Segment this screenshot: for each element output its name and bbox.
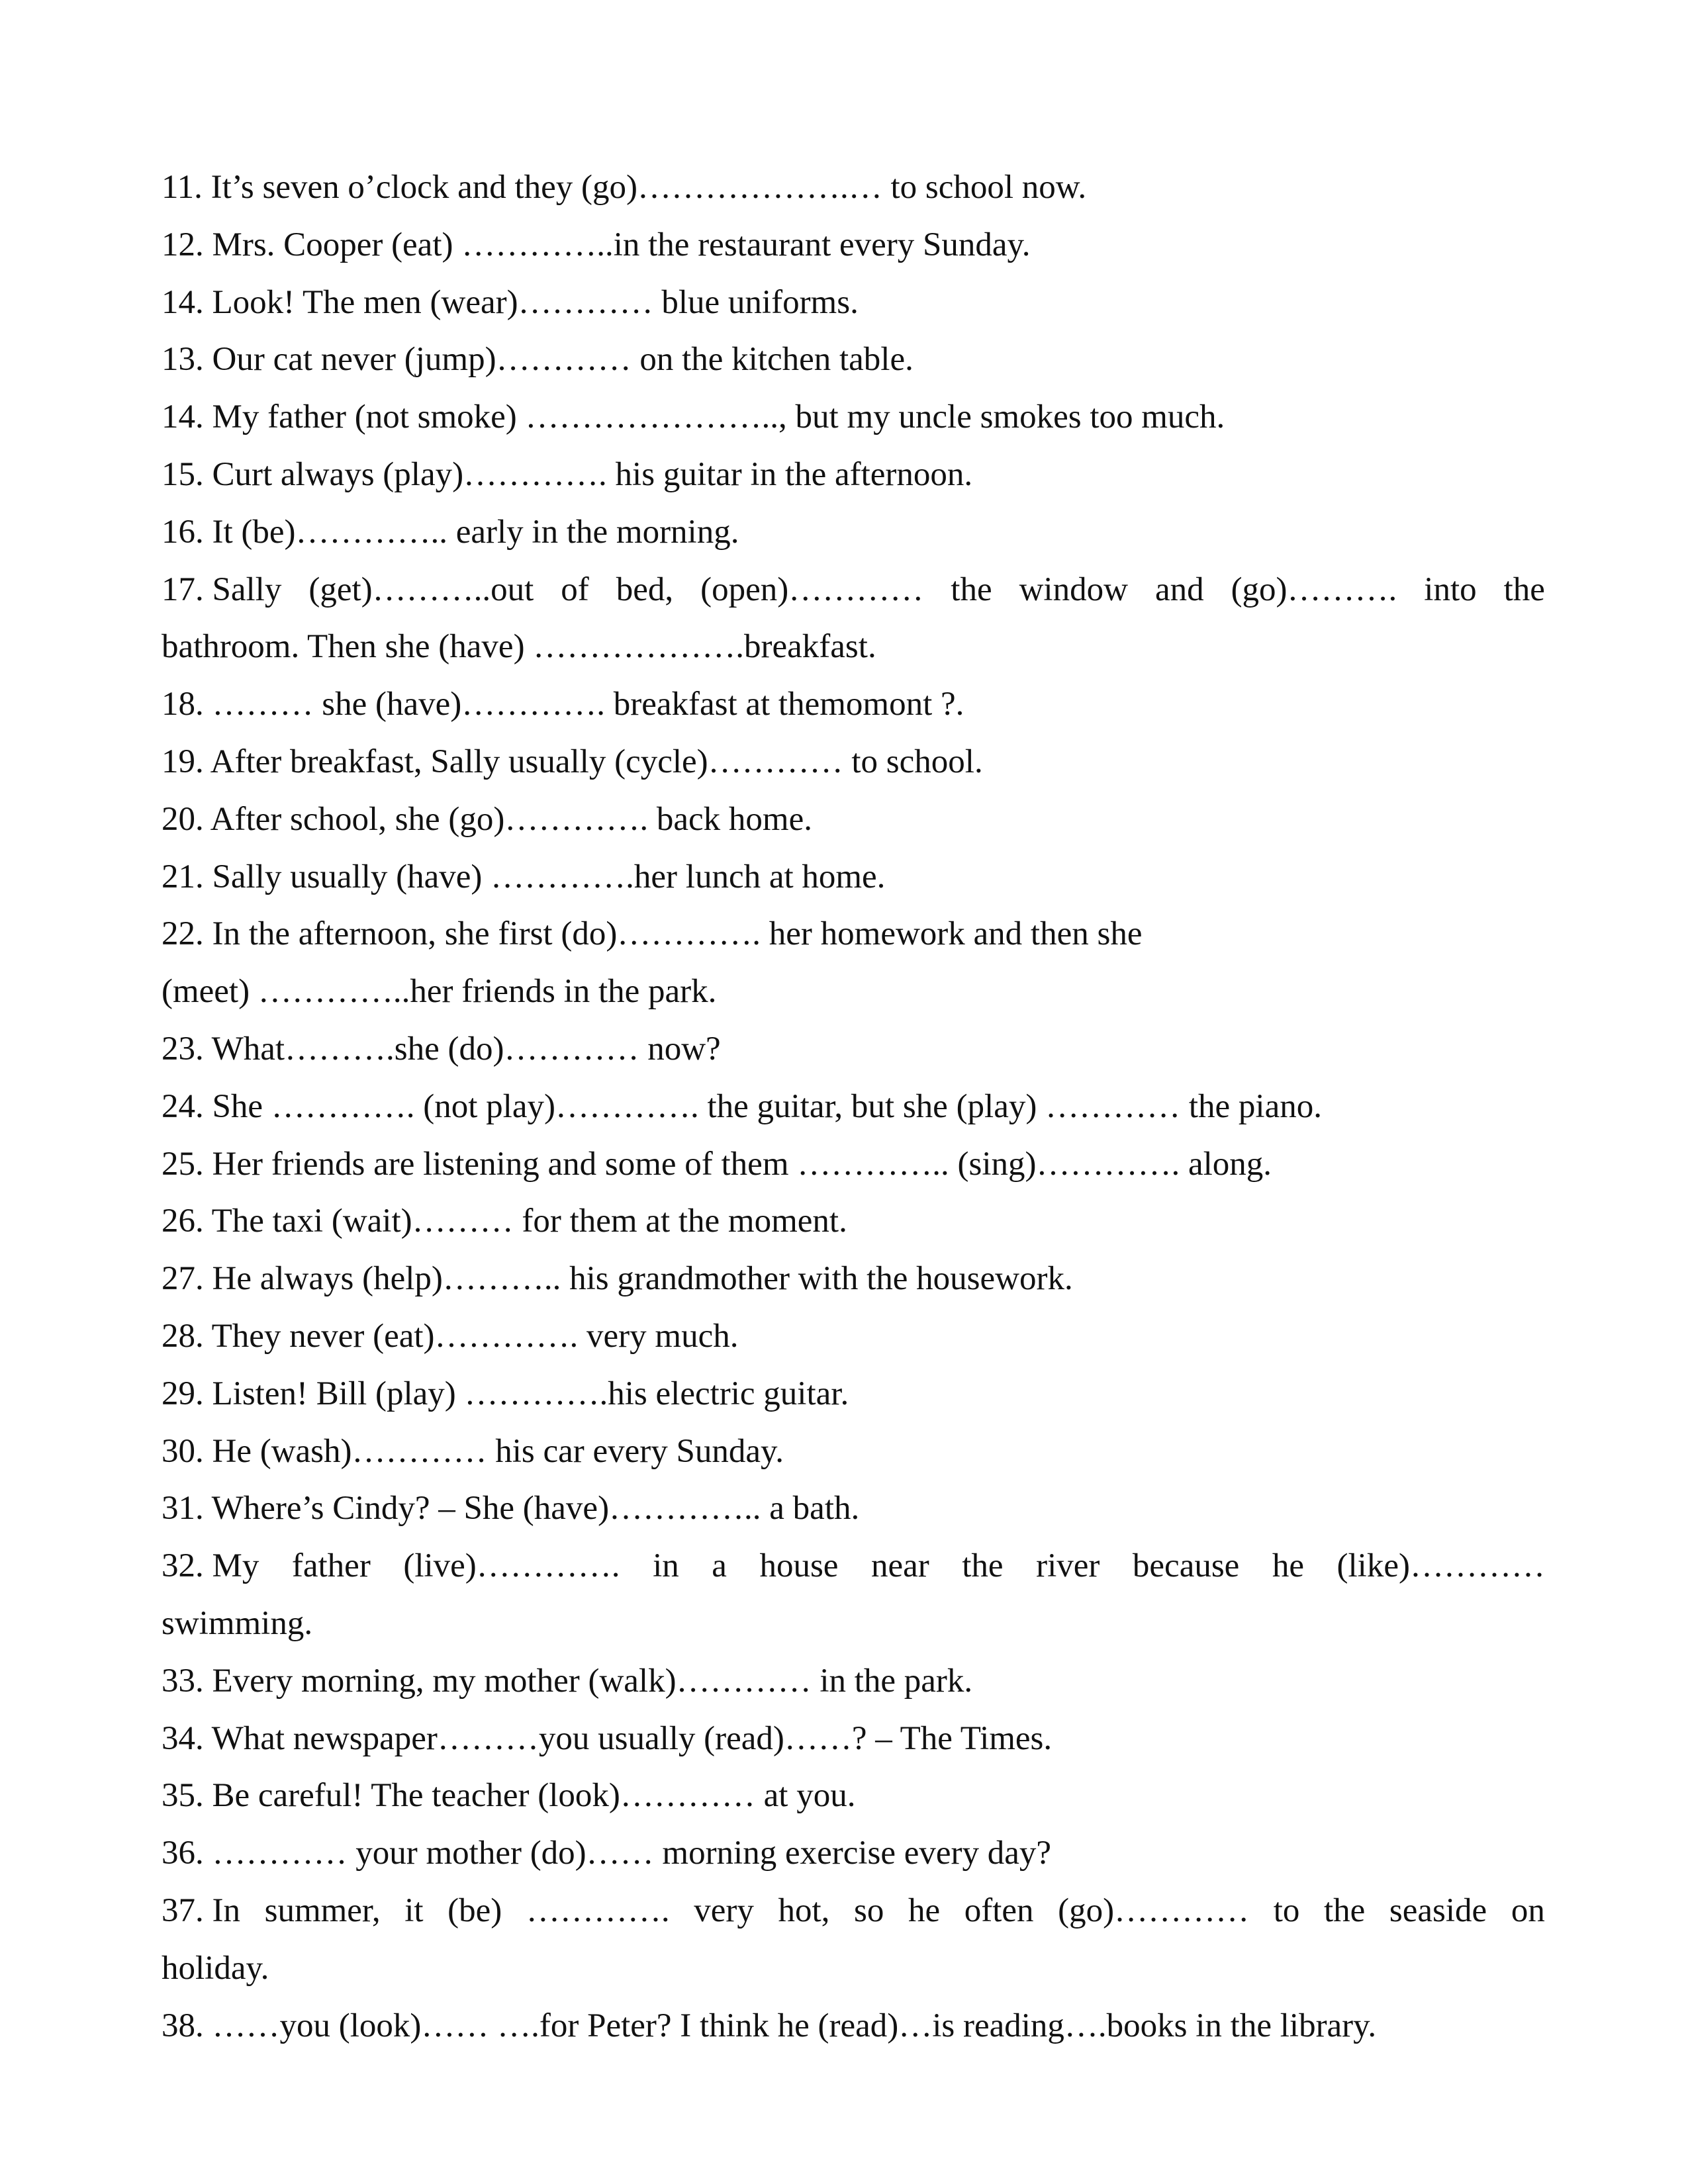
word: very xyxy=(694,1891,754,1929)
word: because xyxy=(1132,1547,1240,1585)
word: (go)………… xyxy=(1058,1891,1250,1929)
exercise-line-34: 34. What newspaper………you usually (read)……? – The Times. xyxy=(162,1719,1053,1757)
exercise-line-15: 15. Curt always (play)…………. his guitar in the afternoon. xyxy=(162,455,973,493)
word: into xyxy=(1424,570,1477,608)
word: (like)………… xyxy=(1336,1547,1545,1585)
word: (get)………..out xyxy=(308,570,534,608)
word: 32. My xyxy=(162,1547,259,1585)
word: (live)…………. xyxy=(403,1547,620,1585)
exercise-line-37-cont: holiday. xyxy=(162,1949,269,1987)
word: a xyxy=(712,1547,727,1585)
exercise-line-14a: 14. Look! The men (wear)………… blue uniforms. xyxy=(162,283,859,321)
exercise-line-36: 36. ………… your mother (do)…… morning exercise every day? xyxy=(162,1835,1052,1872)
exercise-line-17 xyxy=(162,561,1545,619)
word: the xyxy=(951,570,992,608)
word: the xyxy=(1503,570,1545,608)
word: often xyxy=(964,1891,1034,1929)
exercise-line-12: 12. Mrs. Cooper (eat) …………..in the restaurant every Sunday. xyxy=(162,226,1031,263)
word: it xyxy=(404,1891,424,1929)
exercise-line-28: 28. They never (eat)…………. very much. xyxy=(162,1317,739,1355)
word: the xyxy=(1324,1891,1366,1929)
exercise-line-21: 21. Sally usually (have) ………….her lunch at home. xyxy=(162,858,886,895)
word: so xyxy=(854,1891,884,1929)
word: in xyxy=(653,1547,679,1585)
exercise-line-14b: 14. My father (not smoke) ………………….., but my uncle smokes too much. xyxy=(162,398,1225,436)
word: 17. Sally xyxy=(162,570,282,608)
exercise-line-23: 23. What……….she (do)………… now? xyxy=(162,1030,721,1068)
exercise-line-17-cont: bathroom. Then she (have) ……………….breakfast. xyxy=(162,628,876,666)
word: 37. In xyxy=(162,1891,240,1929)
word: to xyxy=(1273,1891,1300,1929)
exercise-line-20: 20. After school, she (go)…………. back home. xyxy=(162,800,812,838)
exercise-line-29: 29. Listen! Bill (play) ………….his electric guitar. xyxy=(162,1375,849,1412)
word: and xyxy=(1154,570,1204,608)
word: (open)………… xyxy=(700,570,924,608)
exercise-line-38: 38. ……you (look)…… ….for Peter? I think he (read)…is reading….books in the library. xyxy=(162,2007,1377,2044)
word: hot, xyxy=(778,1891,830,1929)
word: the xyxy=(962,1547,1004,1585)
word: river xyxy=(1036,1547,1100,1585)
exercise-line-24: 24. She …………. (not play)…………. the guitar, but she (play) ………… the piano. xyxy=(162,1087,1322,1125)
exercise-line-18: 18. ……… she (have)…………. breakfast at themomont ?. xyxy=(162,686,964,723)
exercise-line-37 xyxy=(162,1882,1545,1940)
exercise-line-13: 13. Our cat never (jump)………… on the kitchen table. xyxy=(162,341,914,379)
exercise-line-22-cont: (meet) …………..her friends in the park. xyxy=(162,973,717,1011)
word: (go)………. xyxy=(1231,570,1397,608)
exercise-line-19: 19. After breakfast, Sally usually (cycle)………… to school. xyxy=(162,743,983,780)
exercise-line-25: 25. Her friends are listening and some of them ………….. (sing)…………. along. xyxy=(162,1145,1272,1183)
word: he xyxy=(1272,1547,1304,1585)
word: on xyxy=(1511,1891,1545,1929)
exercise-line-22: 22. In the afternoon, she first (do)…………. her homework and then she xyxy=(162,915,1143,953)
word: bed, xyxy=(616,570,674,608)
exercise-line-30: 30. He (wash)………… his car every Sunday. xyxy=(162,1432,784,1470)
exercise-line-32 xyxy=(162,1537,1545,1595)
exercise-line-16: 16. It (be)………….. early in the morning. xyxy=(162,513,739,551)
word: house xyxy=(759,1547,839,1585)
word: (be) xyxy=(447,1891,502,1929)
word: window xyxy=(1019,570,1128,608)
exercise-line-26: 26. The taxi (wait)……… for them at the moment. xyxy=(162,1203,847,1240)
exercise-line-27: 27. He always (help)……….. his grandmother with the housework. xyxy=(162,1260,1073,1298)
exercise-line-33: 33. Every morning, my mother (walk)………… in the park. xyxy=(162,1662,973,1700)
word: of xyxy=(561,570,589,608)
exercise-line-11: 11. It’s seven o’clock and they (go)……………….… to school now. xyxy=(162,169,1087,206)
exercise-list xyxy=(162,159,1545,2054)
exercise-line-35: 35. Be careful! The teacher (look)………… at you. xyxy=(162,1777,856,1815)
exercise-line-31: 31. Where’s Cindy? – She (have)………….. a bath. xyxy=(162,1490,860,1527)
word: father xyxy=(291,1547,371,1585)
word: seaside xyxy=(1389,1891,1487,1929)
word: near xyxy=(870,1547,929,1585)
word: …………. xyxy=(526,1891,670,1929)
word: summer, xyxy=(264,1891,381,1929)
exercise-line-32-cont: swimming. xyxy=(162,1604,313,1642)
word: he xyxy=(908,1891,941,1929)
